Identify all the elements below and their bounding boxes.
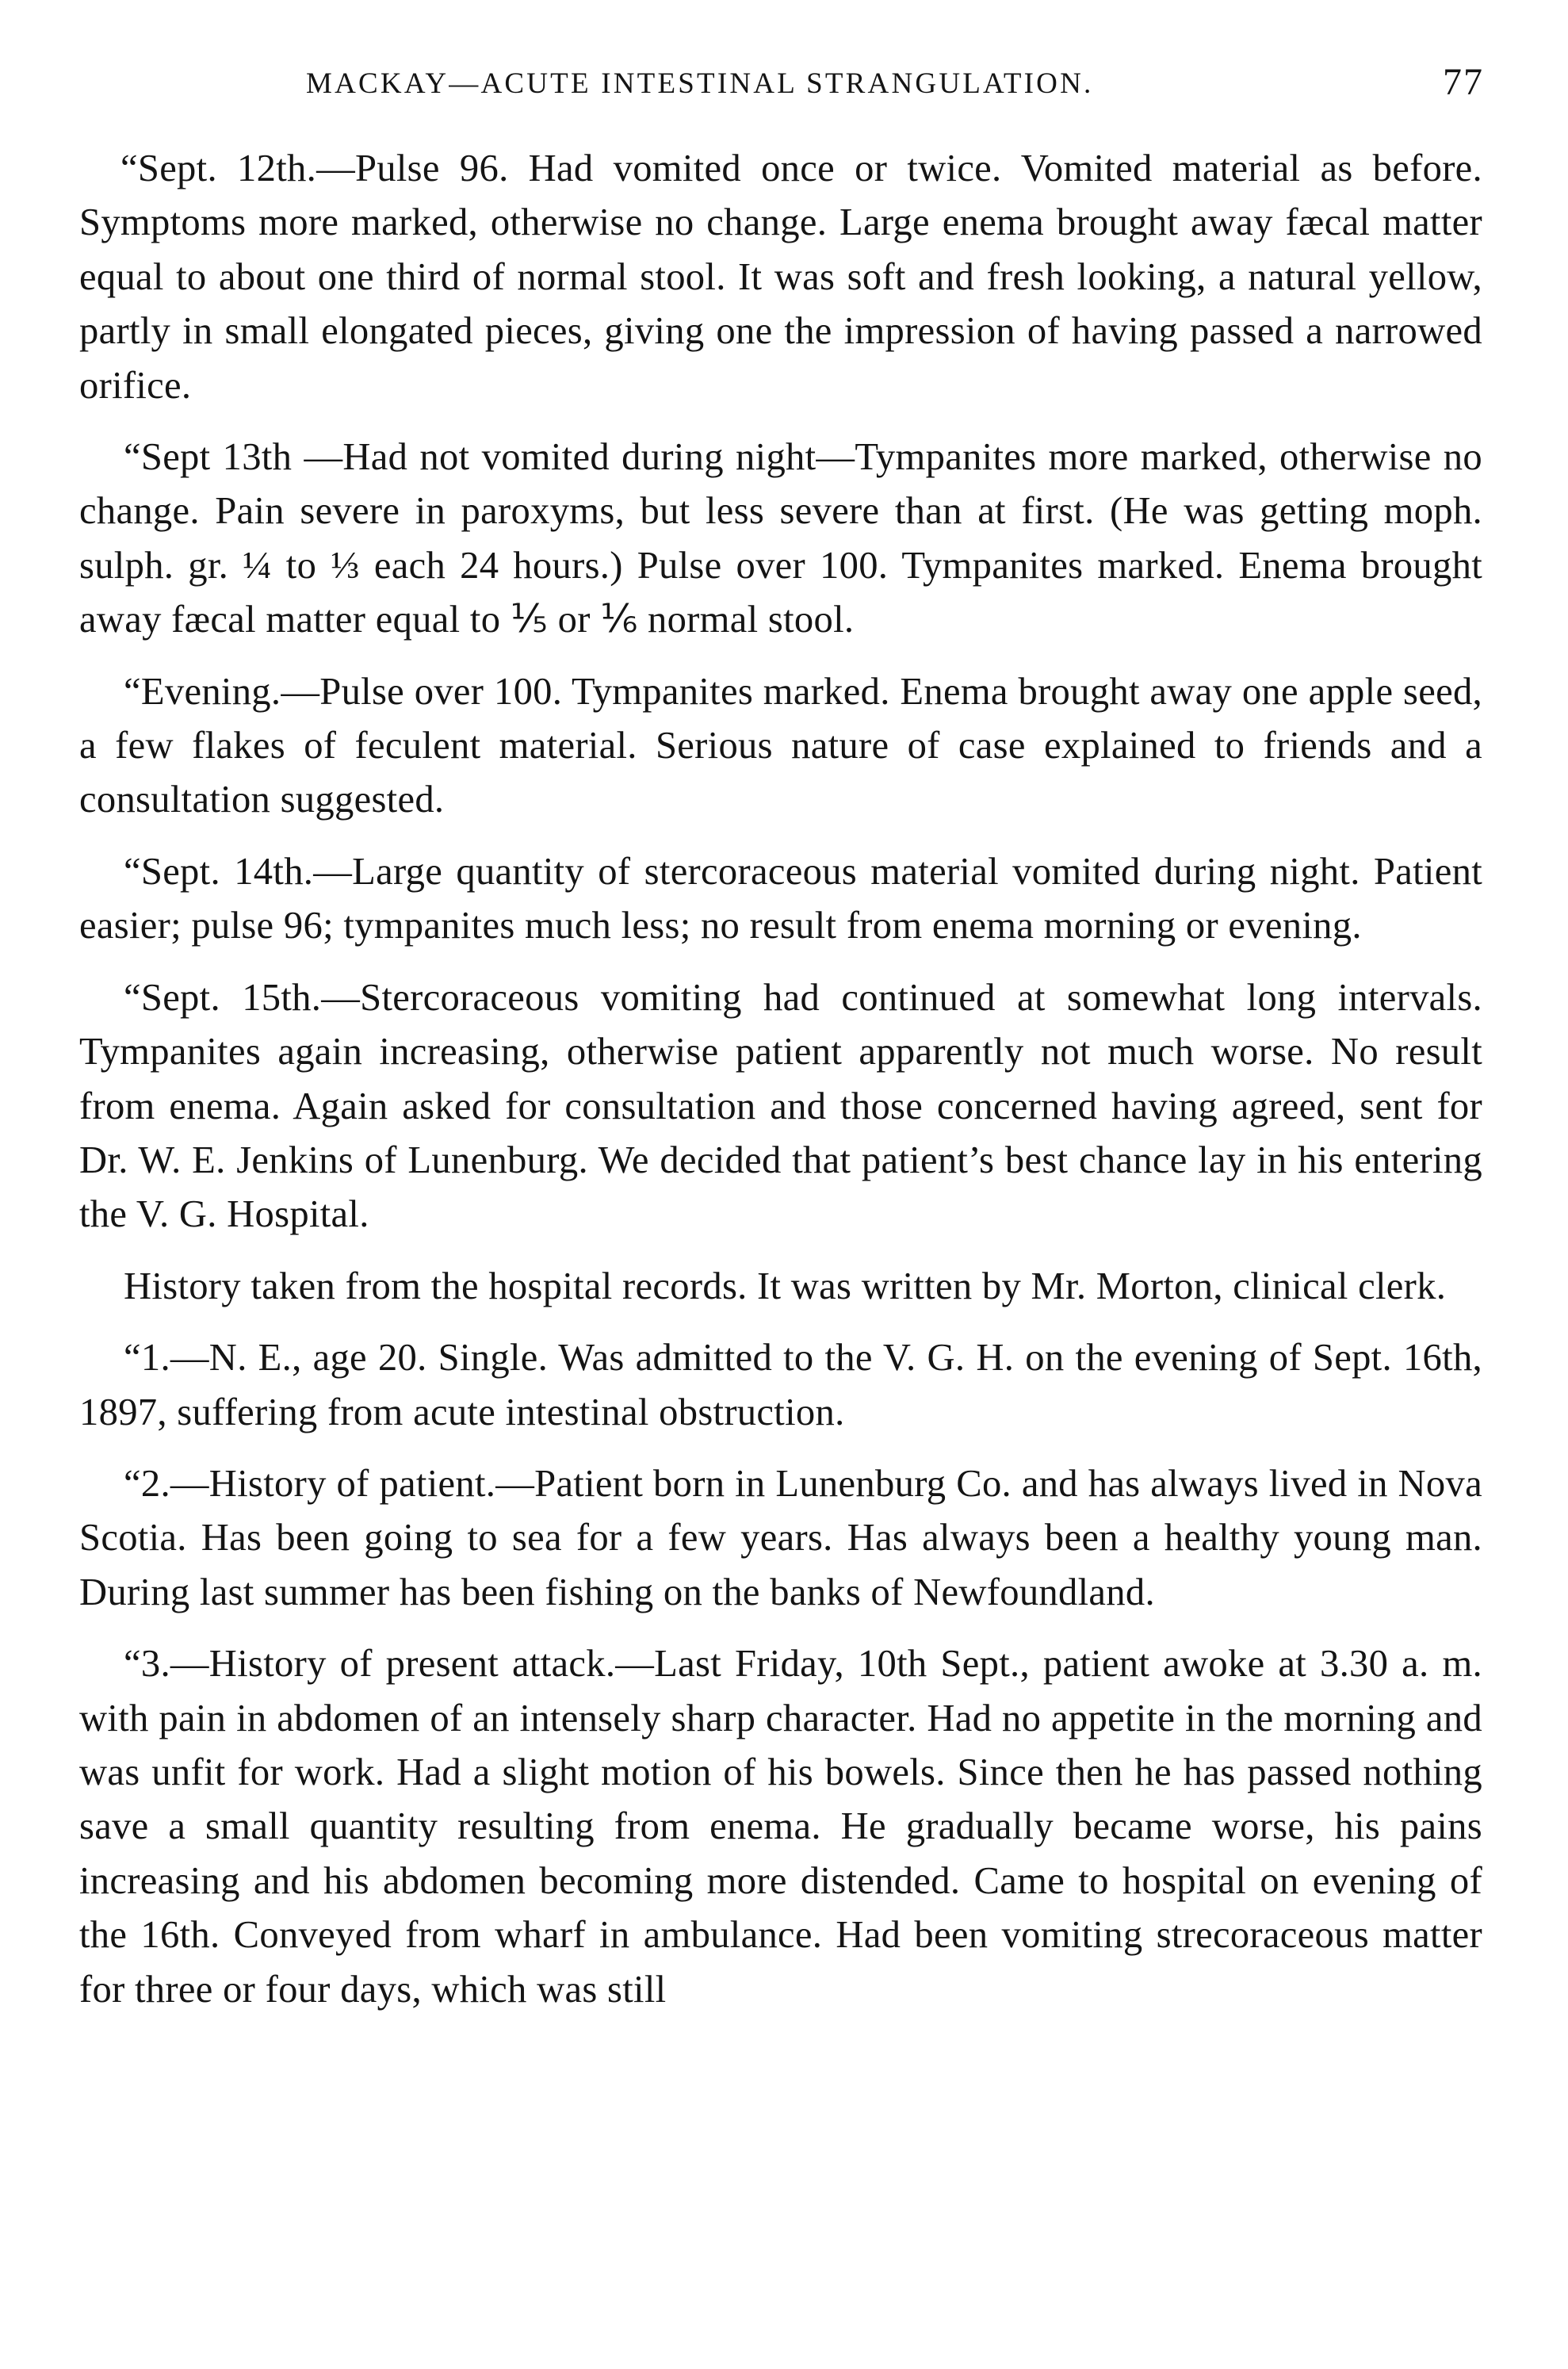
paragraph-item-2: “2.—History of patient.—Patient born in Lunenburg Co. and has always lived in Nova Scotia. Has been going to sea for a few years. Has always been a healthy young man. During last summer has been fishing on the banks of Newfoundland.	[79, 1461, 1482, 1613]
paragraph-sept-13: “Sept 13th —Had not vomited during night—Tympanites more marked, otherwise no change. Pain severe in paroxyms, but less severe than at first. (He was getting moph. sulph. gr. ¼ to ⅓ each 24 hours.) Pulse over 100. Tympanites marked. Enema brought away fæcal matter equal to ⅕ or ⅙ normal stool.	[79, 435, 1482, 641]
paragraph-evening: “Evening.—Pulse over 100. Tympanites marked. Enema brought away one apple seed, a few flakes of feculent material. Serious nature of case explained to friends and a consultation suggested.	[79, 669, 1482, 821]
page-body	[79, 141, 1482, 2034]
running-head: MACKAY—ACUTE INTESTINAL STRANGULATION.	[306, 67, 1094, 100]
paragraph-item-1: “1.—N. E., age 20. Single. Was admitted to the V. G. H. on the evening of Sept. 16th, 1897, suffering from acute intestinal obstruction.	[79, 1336, 1482, 1433]
page-number: 77	[1443, 61, 1484, 103]
paragraph-hospital-records: History taken from the hospital records. It was written by Mr. Morton, clinical clerk.	[124, 1264, 1447, 1307]
paragraph-sept-15: “Sept. 15th.—Stercoraceous vomiting had continued at somewhat long intervals. Tympanites again increasing, otherwise patient apparently not much worse. No result from enema. Again asked for consultation and those concerned having agreed, sent for Dr. W. E. Jenkins of Lunenburg. We decided that patient’s best chance lay in his entering the V. G. Hospital.	[79, 975, 1482, 1236]
paragraph-item-3: “3.—History of present attack.—Last Friday, 10th Sept., patient awoke at 3.30 a. m. with pain in abdomen of an intensely sharp character. Had no appetite in the morning and was unfit for work. Had a slight motion of his bowels. Since then he has passed nothing save a small quantity resulting from enema. He gradually became worse, his pains increasing and his abdomen becoming more distended. Came to hospital on evening of the 16th. Conveyed from wharf in ambulance. Had been vomiting strecoraceous matter for three or four days, which was still	[79, 1642, 1482, 2011]
page-header	[76, 60, 1484, 116]
paragraph-sept-12: “Sept. 12th.—Pulse 96. Had vomited once or twice. Vomited material as before. Symptoms more marked, otherwise no change. Large enema brought away fæcal matter equal to about one third of normal stool. It was soft and fresh looking, a natural yellow, partly in small elongated pieces, giving one the impression of having passed a narrowed orifice.	[79, 147, 1482, 407]
paragraph-sept-14: “Sept. 14th.—Large quantity of stercoraceous material vomited during night. Patient easier; pulse 96; tympanites much less; no result from enema morning or evening.	[79, 849, 1482, 947]
